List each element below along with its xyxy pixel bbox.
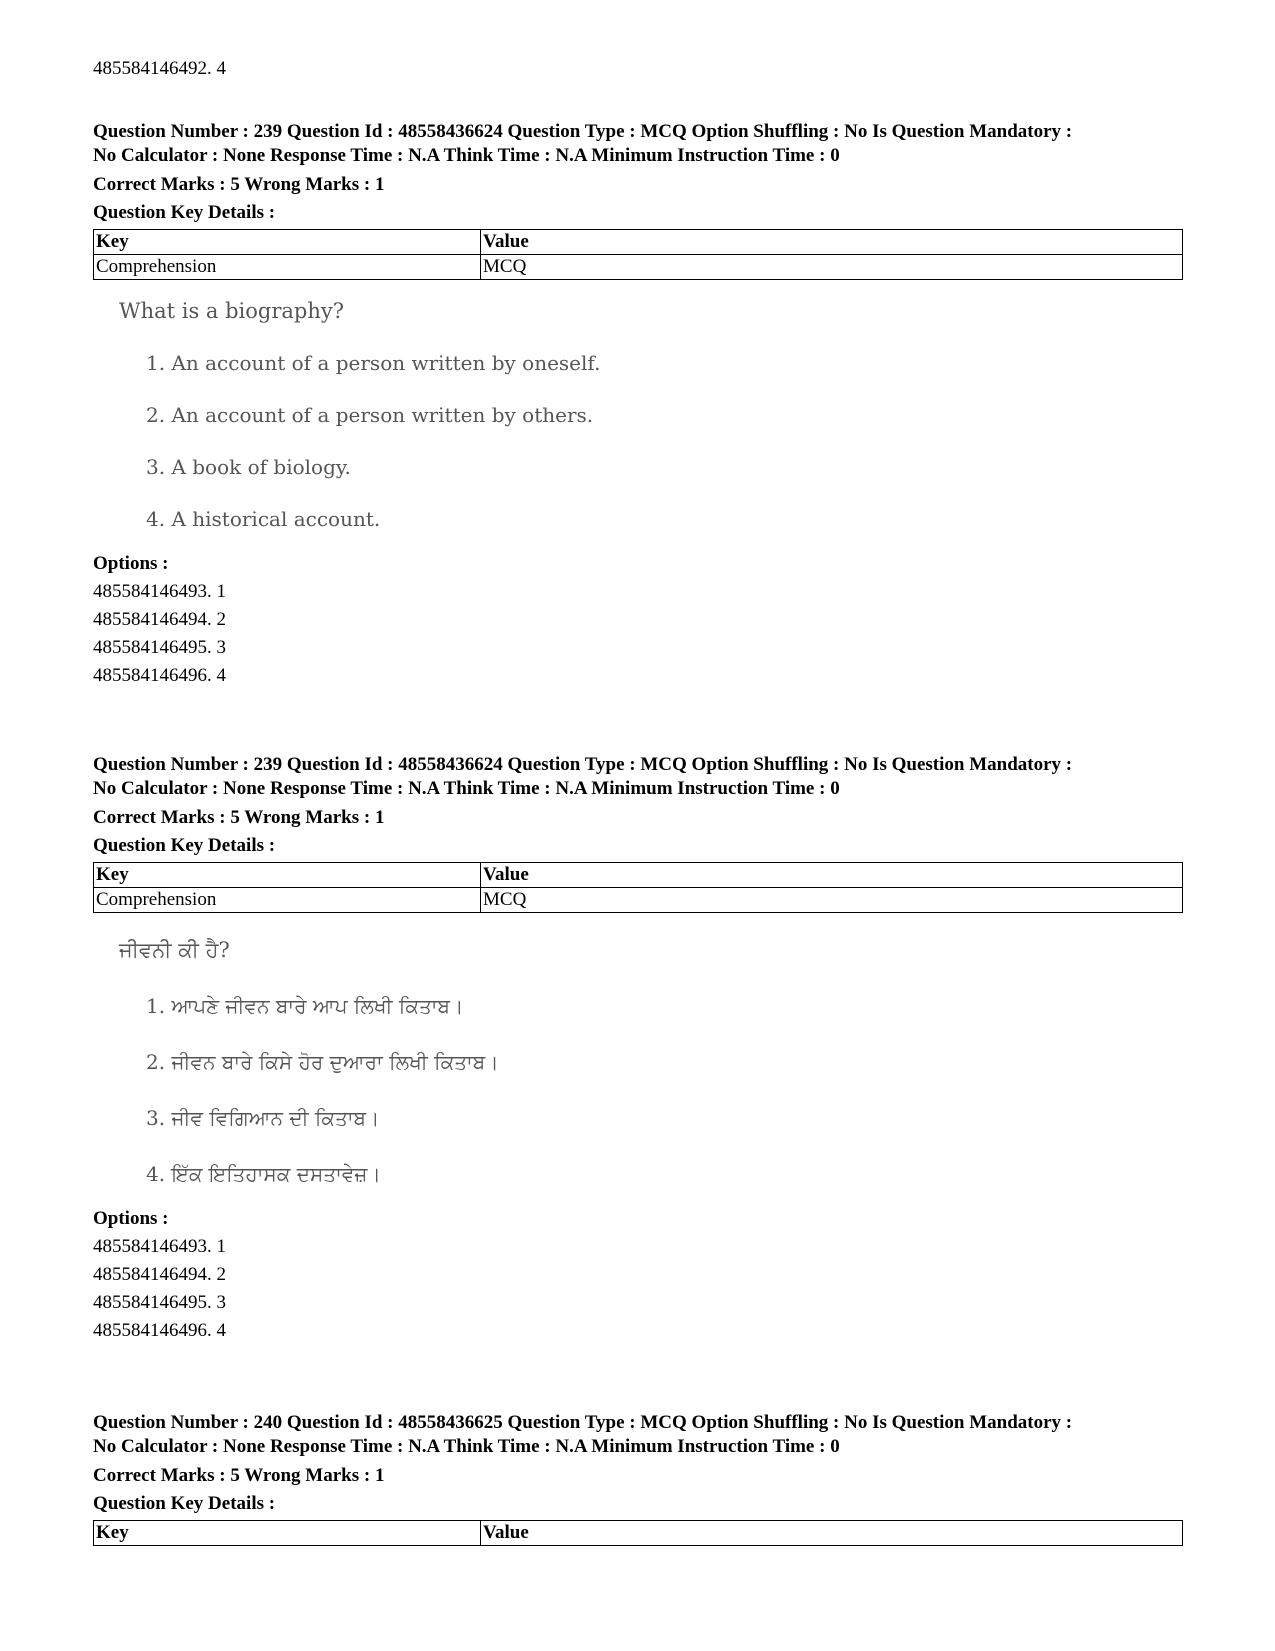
table-header-key: Key [94,230,481,255]
question-block-2 [93,753,1183,1345]
table-cell-key: Comprehension [94,255,481,280]
option-row: 485584146495. 3 [93,637,226,658]
question-option: 1. An account of a person written by oneself. [146,351,601,375]
question-option: 4. ਇੱਕ ਇਤਿਹਾਸਕ ਦਸਤਾਵੇਜ਼। [146,1162,381,1186]
option-row: 485584146493. 1 [93,581,226,602]
key-details-table [93,229,1183,280]
question-meta-line-2: No Calculator : None Response Time : N.A Think Time : N.A Minimum Instruction Time : 0 [93,145,840,166]
question-stem: What is a biography? [119,299,345,323]
question-option: 3. A book of biology. [146,455,351,479]
question-image [119,298,1183,532]
previous-option-line: 485584146492. 4 [93,58,226,79]
question-option: 3. ਜੀਵ ਵਿਗਿਆਨ ਦੀ ਕਿਤਾਬ। [146,1106,380,1130]
question-option: 1. ਆਪਣੇ ਜੀਵਨ ਬਾਰੇ ਆਪ ਲਿਖੀ ਕਿਤਾਬ। [146,994,464,1018]
table-header-value: Value [481,863,1183,888]
question-block-3 [93,1411,1183,1546]
table-header-key: Key [94,1521,481,1546]
question-meta-line-2: No Calculator : None Response Time : N.A Think Time : N.A Minimum Instruction Time : 0 [93,1436,840,1457]
marks-line: Correct Marks : 5 Wrong Marks : 1 [93,1465,385,1486]
question-image [119,937,1183,1187]
table-header-value: Value [481,1521,1183,1546]
key-details-table [93,1520,1183,1546]
key-details-label: Question Key Details : [93,202,276,223]
question-stem: ਜੀਵਨੀ ਕੀ ਹੈ? [119,938,230,962]
table-header-value: Value [481,230,1183,255]
table-cell-key: Comprehension [94,888,481,913]
option-row: 485584146494. 2 [93,1264,226,1285]
marks-line: Correct Marks : 5 Wrong Marks : 1 [93,807,385,828]
table-cell-value: MCQ [481,255,1183,280]
question-option: 2. An account of a person written by others. [146,403,594,427]
key-details-table [93,862,1183,913]
option-row: 485584146495. 3 [93,1292,226,1313]
question-option: 4. A historical account. [146,507,381,531]
key-details-label: Question Key Details : [93,835,276,856]
options-label: Options : [93,1208,169,1229]
question-meta-line-1: Question Number : 240 Question Id : 48558436625 Question Type : MCQ Option Shuffling : No Is Question Mandatory : [93,1412,1073,1433]
option-row: 485584146494. 2 [93,609,226,630]
question-meta-line-2: No Calculator : None Response Time : N.A Think Time : N.A Minimum Instruction Time : 0 [93,778,840,799]
option-row: 485584146493. 1 [93,1236,226,1257]
key-details-label: Question Key Details : [93,1493,276,1514]
question-block-1 [93,120,1183,690]
option-row: 485584146496. 4 [93,1320,226,1341]
table-header-key: Key [94,863,481,888]
question-meta-line-1: Question Number : 239 Question Id : 48558436624 Question Type : MCQ Option Shuffling : No Is Question Mandatory : [93,754,1073,775]
options-label: Options : [93,553,169,574]
table-cell-value: MCQ [481,888,1183,913]
marks-line: Correct Marks : 5 Wrong Marks : 1 [93,174,385,195]
question-option: 2. ਜੀਵਨ ਬਾਰੇ ਕਿਸੇ ਹੋਰ ਦੁਆਰਾ ਲਿਖੀ ਕਿਤਾਬ। [146,1050,499,1074]
option-row: 485584146496. 4 [93,665,226,686]
question-meta-line-1: Question Number : 239 Question Id : 48558436624 Question Type : MCQ Option Shuffling : No Is Question Mandatory : [93,121,1073,142]
